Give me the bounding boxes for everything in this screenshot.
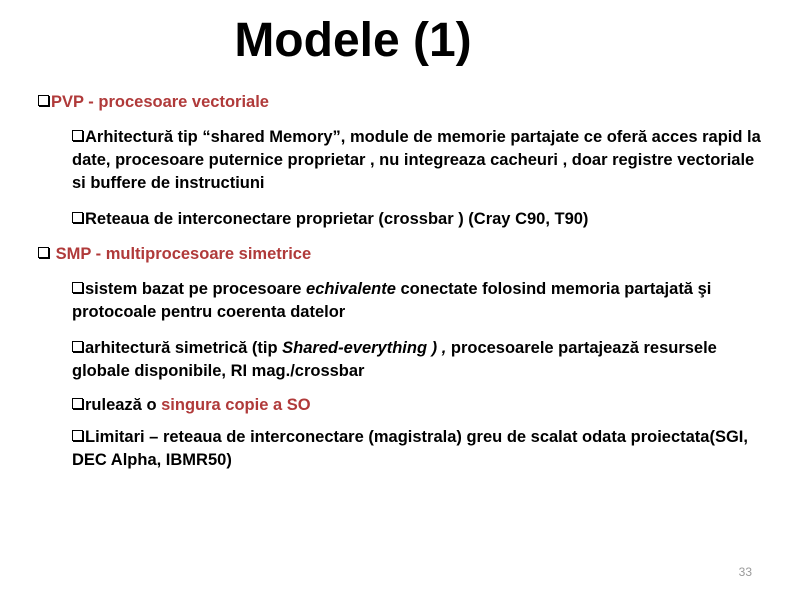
checkbox-bullet-icon: [38, 95, 49, 106]
checkbox-bullet-icon: [38, 247, 49, 258]
slide-title: Modele (1): [234, 14, 472, 67]
checkbox-bullet-icon: [72, 341, 83, 352]
smp-system-em: echivalente: [306, 280, 396, 298]
smp-architecture-em: Shared-everything ) ,: [282, 339, 447, 357]
pvp-heading: PVP - procesoare vectoriale: [51, 93, 269, 111]
smp-system-pre: sistem bazat pe procesoare: [85, 280, 307, 298]
smp-architecture-pre: arhitectură simetrică (tip: [85, 339, 283, 357]
bullet-smp-system: [72, 278, 772, 324]
bullet-pvp: [38, 91, 778, 114]
bullet-smp: [38, 243, 778, 266]
page-number: 33: [738, 565, 752, 579]
bullet-pvp-network: [72, 208, 772, 231]
checkbox-bullet-icon: [72, 212, 83, 223]
checkbox-bullet-icon: [72, 430, 83, 441]
pvp-network-text: Reteaua de interconectare proprietar (crossbar ) (Cray C90, T90): [85, 210, 589, 228]
bullet-smp-limits: [72, 426, 772, 472]
smp-os-pre: rulează o: [85, 396, 162, 414]
checkbox-bullet-icon: [72, 398, 83, 409]
checkbox-bullet-icon: [72, 130, 83, 141]
bullet-pvp-architecture: [72, 126, 772, 195]
smp-system-post: conectate folosind memoria partajată şi protocoale pentru coerenta datelor: [72, 280, 712, 321]
bullet-smp-os: [72, 394, 772, 417]
smp-heading: SMP - multiprocesoare simetrice: [55, 245, 312, 263]
smp-limits-text: Limitari – reteaua de interconectare (magistrala) greu de scalat odata proiectata(SGI, DEC Alpha, IBMR50): [72, 428, 748, 469]
pvp-architecture-text: Arhitectură tip “shared Memory”, module de memorie partajate ce oferă acces rapid la date, procesoare puternice proprietar , nu integreaza cacheuri , doar registre vectoriale si buffere de instructiuni: [72, 128, 761, 192]
smp-os-red: singura copie a SO: [161, 396, 311, 414]
bullet-smp-architecture: [72, 337, 772, 383]
smp-architecture-post: procesoarele partajează resursele globale disponibile, RI mag./crossbar: [72, 339, 717, 380]
checkbox-bullet-icon: [72, 282, 83, 293]
